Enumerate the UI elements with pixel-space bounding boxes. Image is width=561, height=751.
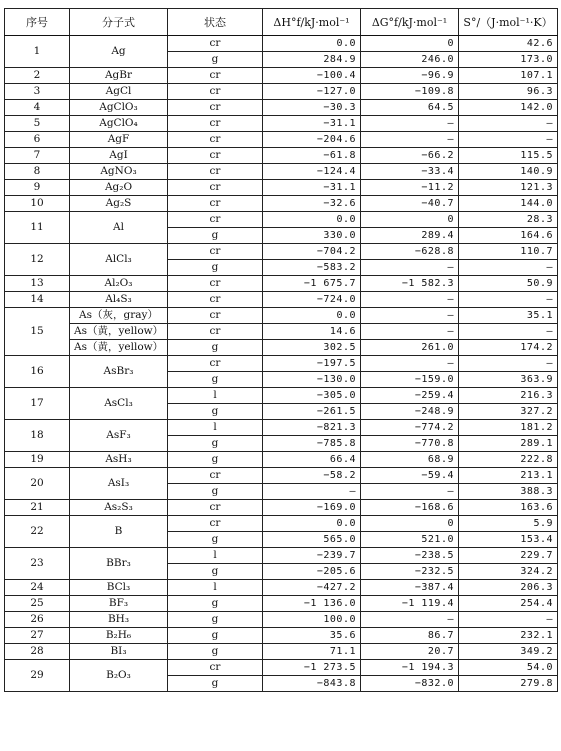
enthalpy-cell: −1 136.0 <box>263 596 361 612</box>
table-row <box>5 340 558 356</box>
formula-cell: B <box>70 516 168 548</box>
formula-cell: B₂H₆ <box>70 628 168 644</box>
table-row <box>5 516 558 532</box>
state-cell: cr <box>168 164 263 180</box>
table-row <box>5 388 558 404</box>
enthalpy-cell: −239.7 <box>263 548 361 564</box>
state-cell: cr <box>168 132 263 148</box>
gibbs-cell: −33.4 <box>361 164 459 180</box>
table-body <box>5 36 558 692</box>
entry-number: 1 <box>5 36 70 68</box>
entry-number: 24 <box>5 580 70 596</box>
state-cell: cr <box>168 180 263 196</box>
gibbs-cell: 0 <box>361 36 459 52</box>
enthalpy-cell: −821.3 <box>263 420 361 436</box>
entropy-cell: 153.4 <box>459 532 558 548</box>
enthalpy-cell: 565.0 <box>263 532 361 548</box>
formula-cell: Ag <box>70 36 168 68</box>
entropy-cell: — <box>459 612 558 628</box>
state-cell: cr <box>168 324 263 340</box>
gibbs-cell: — <box>361 324 459 340</box>
state-cell: l <box>168 580 263 596</box>
entropy-cell: 232.1 <box>459 628 558 644</box>
state-cell: g <box>168 52 263 68</box>
enthalpy-cell: 0.0 <box>263 516 361 532</box>
formula-cell: Ag₂S <box>70 196 168 212</box>
table-row <box>5 84 558 100</box>
formula-cell: BCl₃ <box>70 580 168 596</box>
state-cell: g <box>168 404 263 420</box>
entry-number: 23 <box>5 548 70 580</box>
entry-number: 18 <box>5 420 70 452</box>
gibbs-cell: −259.4 <box>361 388 459 404</box>
entropy-cell: — <box>459 260 558 276</box>
formula-cell: Ag₂O <box>70 180 168 196</box>
entry-number: 27 <box>5 628 70 644</box>
formula-cell: As（灰，gray） <box>70 308 168 324</box>
state-cell: cr <box>168 84 263 100</box>
table-row <box>5 548 558 564</box>
formula-cell: AsH₃ <box>70 452 168 468</box>
gibbs-cell: −248.9 <box>361 404 459 420</box>
gibbs-cell: −628.8 <box>361 244 459 260</box>
entropy-cell: 121.3 <box>459 180 558 196</box>
entry-number: 28 <box>5 644 70 660</box>
entropy-cell: 144.0 <box>459 196 558 212</box>
table-row <box>5 420 558 436</box>
enthalpy-cell: 35.6 <box>263 628 361 644</box>
state-cell: cr <box>168 148 263 164</box>
enthalpy-cell: 100.0 <box>263 612 361 628</box>
entropy-cell: 173.0 <box>459 52 558 68</box>
state-cell: g <box>168 532 263 548</box>
gibbs-cell: −168.6 <box>361 500 459 516</box>
gibbs-cell: −40.7 <box>361 196 459 212</box>
table-row <box>5 660 558 676</box>
entropy-cell: 174.2 <box>459 340 558 356</box>
gibbs-cell: −59.4 <box>361 468 459 484</box>
gibbs-cell: −1 194.3 <box>361 660 459 676</box>
state-cell: g <box>168 228 263 244</box>
gibbs-cell: 86.7 <box>361 628 459 644</box>
state-cell: g <box>168 596 263 612</box>
entropy-cell: 213.1 <box>459 468 558 484</box>
entropy-cell: 388.3 <box>459 484 558 500</box>
gibbs-cell: −96.9 <box>361 68 459 84</box>
entropy-cell: 96.3 <box>459 84 558 100</box>
state-cell: cr <box>168 308 263 324</box>
entropy-cell: 42.6 <box>459 36 558 52</box>
entropy-cell: 5.9 <box>459 516 558 532</box>
header-row <box>5 9 558 36</box>
enthalpy-cell: −785.8 <box>263 436 361 452</box>
gibbs-cell: 0 <box>361 212 459 228</box>
gibbs-cell: — <box>361 356 459 372</box>
entropy-cell: 140.9 <box>459 164 558 180</box>
state-cell: g <box>168 564 263 580</box>
table-row <box>5 36 558 52</box>
formula-cell: AlCl₃ <box>70 244 168 276</box>
enthalpy-cell: −169.0 <box>263 500 361 516</box>
state-cell: g <box>168 628 263 644</box>
entry-number: 11 <box>5 212 70 244</box>
enthalpy-cell: −843.8 <box>263 676 361 692</box>
state-cell: cr <box>168 500 263 516</box>
gibbs-cell: 20.7 <box>361 644 459 660</box>
entropy-cell: — <box>459 356 558 372</box>
entropy-cell: 216.3 <box>459 388 558 404</box>
table-row <box>5 100 558 116</box>
gibbs-cell: — <box>361 260 459 276</box>
table-row <box>5 468 558 484</box>
header-entropy: S°/（J·mol⁻¹·K） <box>459 9 558 36</box>
header-formula: 分子式 <box>70 9 168 36</box>
entropy-cell: 115.5 <box>459 148 558 164</box>
enthalpy-cell: −32.6 <box>263 196 361 212</box>
entry-number: 12 <box>5 244 70 276</box>
thermo-table <box>4 8 558 692</box>
state-cell: cr <box>168 116 263 132</box>
enthalpy-cell: 66.4 <box>263 452 361 468</box>
state-cell: cr <box>168 36 263 52</box>
table-row <box>5 164 558 180</box>
gibbs-cell: 0 <box>361 516 459 532</box>
gibbs-cell: −770.8 <box>361 436 459 452</box>
formula-cell: AgNO₃ <box>70 164 168 180</box>
entry-number: 5 <box>5 116 70 132</box>
entropy-cell: — <box>459 116 558 132</box>
state-cell: cr <box>168 660 263 676</box>
entry-number: 22 <box>5 516 70 548</box>
entry-number: 2 <box>5 68 70 84</box>
formula-cell: AsBr₃ <box>70 356 168 388</box>
formula-cell: BI₃ <box>70 644 168 660</box>
formula-cell: AgI <box>70 148 168 164</box>
formula-cell: AgBr <box>70 68 168 84</box>
table-row <box>5 148 558 164</box>
formula-cell: AgCl <box>70 84 168 100</box>
enthalpy-cell: 14.6 <box>263 324 361 340</box>
entropy-cell: 324.2 <box>459 564 558 580</box>
enthalpy-cell: −100.4 <box>263 68 361 84</box>
entry-number: 25 <box>5 596 70 612</box>
enthalpy-cell: −31.1 <box>263 180 361 196</box>
enthalpy-cell: −197.5 <box>263 356 361 372</box>
gibbs-cell: −1 582.3 <box>361 276 459 292</box>
state-cell: g <box>168 452 263 468</box>
table-row <box>5 580 558 596</box>
state-cell: cr <box>168 276 263 292</box>
state-cell: l <box>168 548 263 564</box>
state-cell: g <box>168 372 263 388</box>
enthalpy-cell: −427.2 <box>263 580 361 596</box>
enthalpy-cell: 284.9 <box>263 52 361 68</box>
state-cell: cr <box>168 100 263 116</box>
entropy-cell: 50.9 <box>459 276 558 292</box>
state-cell: cr <box>168 356 263 372</box>
entry-number: 21 <box>5 500 70 516</box>
enthalpy-cell: 0.0 <box>263 36 361 52</box>
gibbs-cell: 521.0 <box>361 532 459 548</box>
entry-number: 16 <box>5 356 70 388</box>
gibbs-cell: −109.8 <box>361 84 459 100</box>
header-state: 状态 <box>168 9 263 36</box>
enthalpy-cell: 302.5 <box>263 340 361 356</box>
gibbs-cell: — <box>361 116 459 132</box>
formula-cell: Al <box>70 212 168 244</box>
gibbs-cell: −66.2 <box>361 148 459 164</box>
entry-number: 15 <box>5 308 70 356</box>
enthalpy-cell: −724.0 <box>263 292 361 308</box>
enthalpy-cell: 0.0 <box>263 308 361 324</box>
table-row <box>5 196 558 212</box>
enthalpy-cell: −583.2 <box>263 260 361 276</box>
enthalpy-cell: −305.0 <box>263 388 361 404</box>
entropy-cell: — <box>459 132 558 148</box>
gibbs-cell: 289.4 <box>361 228 459 244</box>
formula-cell: B₂O₃ <box>70 660 168 692</box>
entry-number: 14 <box>5 292 70 308</box>
gibbs-cell: −774.2 <box>361 420 459 436</box>
gibbs-cell: — <box>361 292 459 308</box>
gibbs-cell: — <box>361 132 459 148</box>
formula-cell: As（黄，yellow） <box>70 324 168 340</box>
entry-number: 8 <box>5 164 70 180</box>
gibbs-cell: −238.5 <box>361 548 459 564</box>
entry-number: 10 <box>5 196 70 212</box>
gibbs-cell: −832.0 <box>361 676 459 692</box>
formula-cell: AgClO₃ <box>70 100 168 116</box>
formula-cell: AsF₃ <box>70 420 168 452</box>
enthalpy-cell: −61.8 <box>263 148 361 164</box>
table-row <box>5 132 558 148</box>
entry-number: 3 <box>5 84 70 100</box>
table-row <box>5 612 558 628</box>
table-row <box>5 292 558 308</box>
entropy-cell: 142.0 <box>459 100 558 116</box>
table-row <box>5 324 558 340</box>
state-cell: cr <box>168 468 263 484</box>
entry-number: 9 <box>5 180 70 196</box>
entropy-cell: 181.2 <box>459 420 558 436</box>
enthalpy-cell: −205.6 <box>263 564 361 580</box>
formula-cell: AgClO₄ <box>70 116 168 132</box>
state-cell: g <box>168 484 263 500</box>
state-cell: cr <box>168 212 263 228</box>
table-row <box>5 244 558 260</box>
gibbs-cell: −159.0 <box>361 372 459 388</box>
enthalpy-cell: −261.5 <box>263 404 361 420</box>
gibbs-cell: −387.4 <box>361 580 459 596</box>
state-cell: l <box>168 420 263 436</box>
entropy-cell: 349.2 <box>459 644 558 660</box>
gibbs-cell: −1 119.4 <box>361 596 459 612</box>
entropy-cell: 363.9 <box>459 372 558 388</box>
entropy-cell: 107.1 <box>459 68 558 84</box>
table-row <box>5 644 558 660</box>
entry-number: 19 <box>5 452 70 468</box>
header-no: 序号 <box>5 9 70 36</box>
gibbs-cell: 68.9 <box>361 452 459 468</box>
gibbs-cell: −232.5 <box>361 564 459 580</box>
entry-number: 29 <box>5 660 70 692</box>
entropy-cell: 28.3 <box>459 212 558 228</box>
entropy-cell: 163.6 <box>459 500 558 516</box>
entropy-cell: 35.1 <box>459 308 558 324</box>
enthalpy-cell: −1 675.7 <box>263 276 361 292</box>
table-row <box>5 116 558 132</box>
state-cell: cr <box>168 516 263 532</box>
entry-number: 20 <box>5 468 70 500</box>
table-row <box>5 356 558 372</box>
enthalpy-cell: −31.1 <box>263 116 361 132</box>
entropy-cell: — <box>459 292 558 308</box>
table-row <box>5 68 558 84</box>
entry-number: 13 <box>5 276 70 292</box>
gibbs-cell: 261.0 <box>361 340 459 356</box>
formula-cell: As₂S₃ <box>70 500 168 516</box>
enthalpy-cell: 330.0 <box>263 228 361 244</box>
table-row <box>5 180 558 196</box>
entry-number: 7 <box>5 148 70 164</box>
entropy-cell: 206.3 <box>459 580 558 596</box>
formula-cell: As（黄，yellow） <box>70 340 168 356</box>
state-cell: l <box>168 388 263 404</box>
state-cell: g <box>168 436 263 452</box>
state-cell: cr <box>168 196 263 212</box>
gibbs-cell: 64.5 <box>361 100 459 116</box>
header-gibbs: ΔG°f/kJ·mol⁻¹ <box>361 9 459 36</box>
entropy-cell: 229.7 <box>459 548 558 564</box>
enthalpy-cell: −127.0 <box>263 84 361 100</box>
entropy-cell: 164.6 <box>459 228 558 244</box>
state-cell: cr <box>168 244 263 260</box>
table-row <box>5 628 558 644</box>
formula-cell: AsI₃ <box>70 468 168 500</box>
enthalpy-cell: 0.0 <box>263 212 361 228</box>
state-cell: cr <box>168 292 263 308</box>
table-row <box>5 212 558 228</box>
enthalpy-cell: −204.6 <box>263 132 361 148</box>
enthalpy-cell: −30.3 <box>263 100 361 116</box>
formula-cell: Al₄S₃ <box>70 292 168 308</box>
enthalpy-cell: −124.4 <box>263 164 361 180</box>
enthalpy-cell: — <box>263 484 361 500</box>
formula-cell: Al₂O₃ <box>70 276 168 292</box>
enthalpy-cell: −130.0 <box>263 372 361 388</box>
formula-cell: BBr₃ <box>70 548 168 580</box>
gibbs-cell: −11.2 <box>361 180 459 196</box>
table-row <box>5 500 558 516</box>
gibbs-cell: — <box>361 484 459 500</box>
entry-number: 4 <box>5 100 70 116</box>
state-cell: g <box>168 676 263 692</box>
entropy-cell: 54.0 <box>459 660 558 676</box>
table-row <box>5 308 558 324</box>
state-cell: g <box>168 644 263 660</box>
formula-cell: AsCl₃ <box>70 388 168 420</box>
entropy-cell: 254.4 <box>459 596 558 612</box>
entropy-cell: 289.1 <box>459 436 558 452</box>
enthalpy-cell: −58.2 <box>263 468 361 484</box>
entry-number: 26 <box>5 612 70 628</box>
entry-number: 6 <box>5 132 70 148</box>
table-row <box>5 596 558 612</box>
formula-cell: BH₃ <box>70 612 168 628</box>
table-row <box>5 452 558 468</box>
gibbs-cell: 246.0 <box>361 52 459 68</box>
entropy-cell: 110.7 <box>459 244 558 260</box>
entropy-cell: — <box>459 324 558 340</box>
enthalpy-cell: 71.1 <box>263 644 361 660</box>
enthalpy-cell: −704.2 <box>263 244 361 260</box>
formula-cell: BF₃ <box>70 596 168 612</box>
gibbs-cell: — <box>361 308 459 324</box>
enthalpy-cell: −1 273.5 <box>263 660 361 676</box>
entropy-cell: 327.2 <box>459 404 558 420</box>
header-enthalpy: ΔH°f/kJ·mol⁻¹ <box>263 9 361 36</box>
formula-cell: AgF <box>70 132 168 148</box>
state-cell: g <box>168 612 263 628</box>
state-cell: g <box>168 340 263 356</box>
state-cell: g <box>168 260 263 276</box>
gibbs-cell: — <box>361 612 459 628</box>
entropy-cell: 222.8 <box>459 452 558 468</box>
entropy-cell: 279.8 <box>459 676 558 692</box>
state-cell: cr <box>168 68 263 84</box>
table-row <box>5 276 558 292</box>
entry-number: 17 <box>5 388 70 420</box>
